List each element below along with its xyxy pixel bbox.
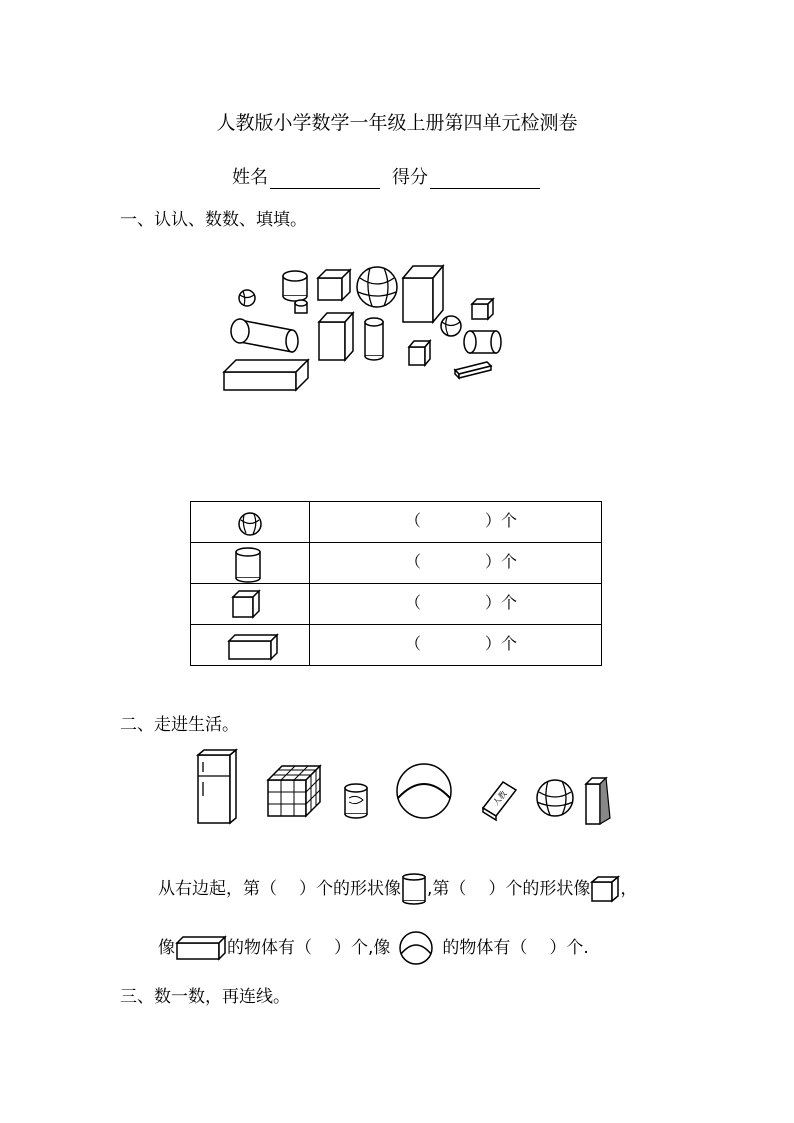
table-row [191, 584, 602, 625]
answer-blank-cylinder[interactable]: （ ）个 [310, 543, 602, 584]
book-icon [483, 782, 516, 820]
ball-icon [191, 502, 309, 542]
table-icon-cell [191, 543, 310, 584]
book-cover-text: 人教 [491, 789, 509, 808]
rubiks-cube-icon [268, 766, 320, 816]
table-icon-cell [191, 625, 310, 666]
table-icon-cell [191, 584, 310, 625]
table-icon-cell [191, 502, 310, 543]
cube-shape [319, 313, 353, 360]
ball-icon [397, 764, 451, 818]
cylinder-shape [365, 318, 383, 360]
section2-heading: 二、走进生活。 [120, 715, 239, 735]
cube-icon [191, 584, 309, 624]
fridge-icon [198, 750, 236, 823]
ball-icon [398, 930, 434, 966]
page-title: 人教版小学数学一年级上册第四单元检测卷 [216, 112, 578, 134]
score-label: 得分 [392, 167, 428, 188]
cube-shape [318, 270, 350, 300]
question-line-2: 像 的物体有（ ）个,像 的物体有（ ）个. [158, 930, 589, 966]
cuboid-icon [175, 935, 227, 961]
cylinder-icon [401, 872, 427, 906]
count-table [190, 501, 602, 666]
table-row [191, 502, 602, 543]
answer-blank-cube[interactable]: （ ）个 [310, 584, 602, 625]
cube-shape [409, 341, 430, 365]
cylinder-shape [231, 319, 298, 352]
ball-shape [239, 290, 255, 306]
cylinder-shape [295, 300, 307, 313]
volleyball-shape [357, 267, 397, 307]
cylinder-shape [283, 271, 307, 301]
cuboid-shape [455, 362, 491, 378]
cube-icon [590, 875, 620, 903]
table-row [191, 543, 602, 584]
volleyball-icon [537, 780, 573, 816]
cylinder-icon [191, 543, 309, 583]
section1-heading: 一、认认、数数、填填。 [120, 210, 307, 230]
cuboid-shape [403, 266, 443, 322]
answer-blank-ball[interactable]: （ ）个 [310, 502, 602, 543]
table-row [191, 625, 602, 666]
can-icon [345, 784, 367, 818]
section3-heading: 三、数一数，再连线。 [120, 987, 290, 1007]
cuboid-icon [191, 625, 309, 665]
box-icon [586, 778, 610, 824]
cylinder-shape [464, 331, 501, 353]
question-line-1: 从右边起，第（ ）个的形状像 ,第（ ）个的形状像 ， [158, 872, 637, 906]
answer-blank-cuboid[interactable]: （ ）个 [310, 625, 602, 666]
cube-shape [472, 299, 493, 319]
cuboid-shape [224, 360, 308, 390]
ball-shape [441, 316, 461, 336]
shapes-cluster-illustration [0, 0, 794, 420]
life-objects-illustration [0, 740, 794, 840]
name-label: 姓名 [232, 167, 268, 188]
